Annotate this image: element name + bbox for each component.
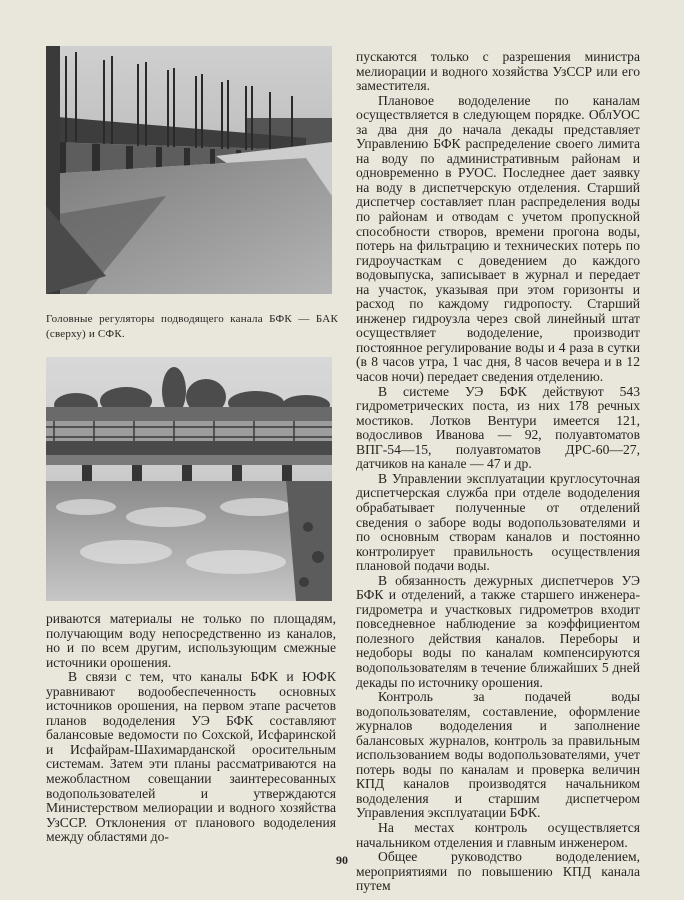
paragraph: В системе УЭ БФК действуют 543 гидрометрических поста, из них 178 речных мостиков. Лотков Вентури имеется 121, водосливов Иванова — 92, полуавтоматов ВПГ-54—15, полуавтоматов ДРС-60—27, датчиков на канале — 47 и др.: [356, 383, 640, 472]
paragraph: Общее руководство вододелением, мероприятиями по повышению КПД канала путем: [356, 849, 640, 894]
paragraph: На местах контроль осуществляется начальником отделения и главным инженером.: [356, 819, 640, 850]
photo-sfk-drawing: [46, 357, 332, 601]
paragraph: В связи с тем, что каналы БФК и ЮФК уравнивают водообеспеченность основных источников орошения, на первом этапе расчетов планов вододеления УЭ БФК составляют балансовые ведомости по Сохской, Исфаринской и Исфайрам-Шахимарданской оросительным системам. Затем эти планы рассматриваются на межобластном совещании заинтересованных водопользователей и утверждаются Министерством мелиорации и водного хозяйства УзССР. Отклонения от планового вододеления между областями до-: [46, 669, 336, 845]
paragraph: риваются материалы не только по площадям, получающим воду непосредственно из каналов, но и по всем другим, использующим смежные источники орошения.: [46, 611, 336, 670]
left-text-column: [46, 612, 336, 845]
photo-sfk-head-regulator: [46, 357, 332, 601]
paragraph: В обязанность дежурных диспетчеров УЭ БФК и отделений, а также старшего инженера-гидрометра и участковых гидрометров входит повседневное наблюдение за коэффициентом полезного действия каналов. Переборы и недоборы воды по каналам компенсируются водопользователям в течение ближайших 5 дней декады по источнику орошения.: [356, 572, 640, 690]
paragraph: Плановое вододеление по каналам осуществляется в следующем порядке. ОблУОС за два дня до начала декады представляет Управлению БФК распределение своего лимита на воду по административным районам и одновременно в РУОС. Последнее дает заявку на воду в диспетчерскую отделения. Старший диспетчер составляет план распределения воды по районам и отводам с учетом пропускной способности створов, времени прогона воды, потерь на фильтрацию и технических потерь по гидроучасткам с доведением до каждого водовыпуска, записывает в журнал и передает на участок, указывая при этом горизонты и расход по каждому гидропосту. Старший инженер гидроузла через свой линейный штат осуществляет вододеление, производит постоянное регулирование воды и 4 раза в сутки (в 8 часов утра, 1 час дня, 8 часов вечера и в 12 часов ночи) передает сведения отделению.: [356, 92, 640, 385]
right-text-column: [356, 50, 640, 894]
photo-bfk-drawing: [46, 46, 332, 294]
photo-caption: Головные регуляторы подводящего канала БФК — БАК (сверху) и СФК.: [46, 313, 338, 340]
page-number: 90: [336, 853, 348, 867]
paragraph: Контроль за подачей воды водопользователям, составление, оформление журналов вододеления и заполнение балансовых журналов, контроль за правильным использованием воды водопользователями, учет потерь воды по каналам и проверка величин КПД каналов производятся начальником вододеления и старшим диспетчером Управления эксплуатации БФК.: [356, 689, 640, 821]
paragraph: пускаются только с разрешения министра мелиорации и водного хозяйства УзССР или его заместителя.: [356, 49, 640, 94]
paragraph: В Управлении эксплуатации круглосуточная диспетчерская служба при отделе вододеления обрабатывает полученные от отделений сведения о заборе воды водопользователями и по основным створам каналов и постоянно контролирует правильность осуществления плановой подачи воды.: [356, 470, 640, 574]
photo-bfk-head-regulator: [46, 46, 332, 294]
